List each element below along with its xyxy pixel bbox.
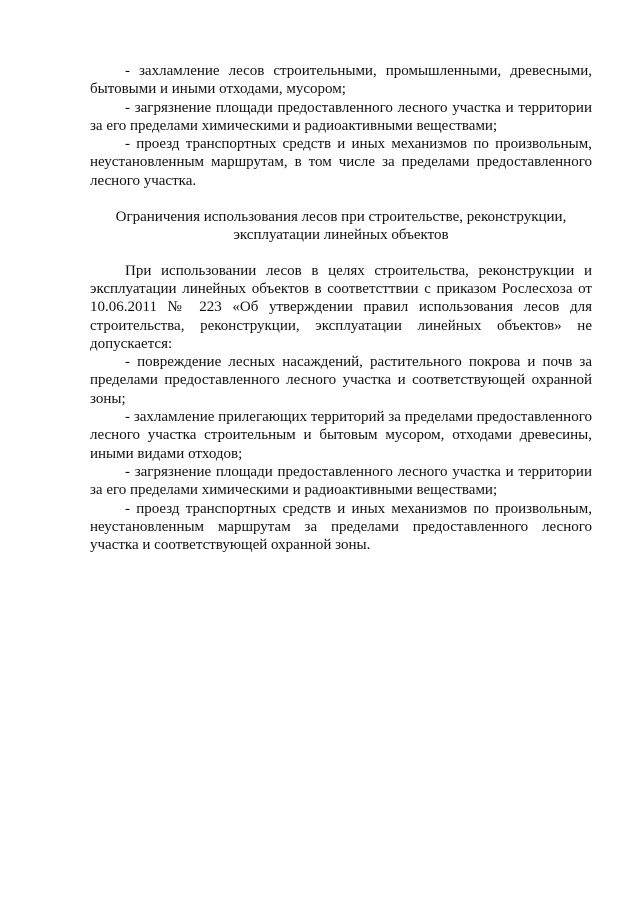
paragraph-contamination-plot: - загрязнение площади предоставленного лесного участка и территории за его пределами химическими и радиоактивными веществами; [90,99,592,134]
paragraph-littering-forests: - захламление лесов строительными, промышленными, древесными, бытовыми и иными отходами, мусором; [90,63,592,98]
paragraph-intro: При использовании лесов в целях строительства, реконструкции и эксплуатации линейных объектов в соответсттвии с приказом Рослесхоза от 10.06.2011 № 223 «Об утверждении правил использования лесов для строительства, реконструкции, эксплуатации линейных объектов» не допускается: [90,262,592,352]
paragraph-damage-plantings: - повреждение лесных насаждений, растительного покрова и почв за пределами предоставленного лесного участка и соответствующей охранной зоны; [90,354,592,407]
section-heading [90,208,592,245]
heading-line-2: эксплуатации линейных объектов [233,227,449,244]
document-body [90,62,592,554]
paragraph-contamination-area: - загрязнение площади предоставленного лесного участка и территории за его пределами химическими и радиоактивными веществами; [90,463,592,499]
paragraph-littering-territories: - захламление прилегающих территорий за пределами предоставленного лесного участка строительным и бытовым мусором, отходами древесины, иными видами отходов; [90,409,592,462]
heading-line-1: Ограничения использования лесов при строительстве, реконструкции, [115,209,567,226]
paragraph-vehicle-passage: - проезд транспортных средств и иных механизмов по произвольным, неустановленным маршрутам, в том числе за пределами предоставленного лесного участка. [90,136,592,189]
paragraph-vehicle-routes: - проезд транспортных средств и иных механизмов по произвольным, неустановленным маршрутам за пределами предоставленного лесного участка и соответствующей охранной зоны. [90,500,592,554]
